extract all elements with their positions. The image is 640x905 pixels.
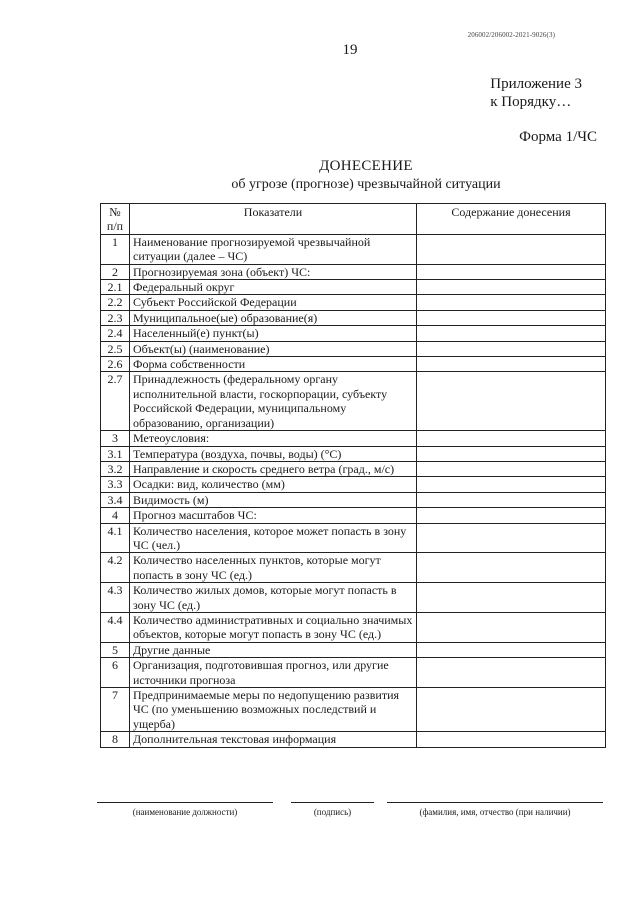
name-label: (фамилия, имя, отчество (при наличии) [419, 807, 571, 817]
row-indicator: Федеральный округ [130, 280, 417, 295]
row-number: 3.2 [101, 461, 130, 476]
row-indicator: Принадлежность (федеральному органу исполнительной власти, госкорпорации, субъекту Российской Федерации, муниципальному образованию, организации) [130, 372, 417, 431]
row-number: 2.4 [101, 326, 130, 341]
form-label: Форма 1/ЧС [519, 129, 597, 145]
table-row [101, 492, 606, 507]
document-title: ДОНЕСЕНИЕ [319, 158, 413, 174]
row-indicator: Количество населенных пунктов, которые могут попасть в зону ЧС (ед.) [130, 553, 417, 583]
row-number: 4.2 [101, 553, 130, 583]
row-indicator: Количество населения, которое может попасть в зону ЧС (чел.) [130, 523, 417, 553]
row-content-cell[interactable] [417, 477, 606, 492]
row-indicator: Температура (воздуха, почвы, воды) (°С) [130, 446, 417, 461]
row-indicator: Субъект Российской Федерации [130, 295, 417, 310]
row-number: 5 [101, 642, 130, 657]
table-row [101, 523, 606, 553]
row-content-cell[interactable] [417, 372, 606, 431]
table-row [101, 732, 606, 747]
appendix-reference [490, 75, 582, 111]
table-row [101, 612, 606, 642]
row-indicator: Предпринимаемые меры по недопущению развития ЧС (по уменьшению возможных последствий и ущерба) [130, 688, 417, 732]
row-content-cell[interactable] [417, 357, 606, 372]
row-number: 4.3 [101, 583, 130, 613]
row-indicator: Прогноз масштабов ЧС: [130, 508, 417, 523]
row-number: 2.6 [101, 357, 130, 372]
header-content: Содержание донесения [417, 204, 606, 235]
row-indicator: Прогнозируемая зона (объект) ЧС: [130, 264, 417, 279]
row-number: 2.3 [101, 310, 130, 325]
document-subtitle: об угрозе (прогнозе) чрезвычайной ситуации [231, 177, 501, 192]
row-number: 3.4 [101, 492, 130, 507]
row-indicator: Направление и скорость среднего ветра (град., м/с) [130, 461, 417, 476]
table-row [101, 280, 606, 295]
row-content-cell[interactable] [417, 295, 606, 310]
table-row [101, 234, 606, 264]
document-id: 206002/206002-2021-9026(3) [467, 31, 555, 39]
row-content-cell[interactable] [417, 280, 606, 295]
header-indicators: Показатели [130, 204, 417, 235]
row-indicator: Наименование прогнозируемой чрезвычайной ситуации (далее – ЧС) [130, 234, 417, 264]
row-number: 3.3 [101, 477, 130, 492]
row-content-cell[interactable] [417, 446, 606, 461]
row-number: 2.1 [101, 280, 130, 295]
row-number: 8 [101, 732, 130, 747]
row-indicator: Количество административных и социально значимых объектов, которые могут попасть в зону ЧС (ед.) [130, 612, 417, 642]
sign-label: (подпись) [313, 807, 352, 817]
table-row [101, 326, 606, 341]
table-row [101, 264, 606, 279]
position-label: (наименование должности) [132, 807, 238, 817]
row-indicator: Муниципальное(ые) образование(я) [130, 310, 417, 325]
table-row [101, 295, 606, 310]
row-content-cell[interactable] [417, 326, 606, 341]
row-indicator: Населенный(е) пункт(ы) [130, 326, 417, 341]
sign-signature-line [291, 802, 374, 803]
table-row [101, 357, 606, 372]
page-number: 19 [342, 42, 358, 58]
row-number: 2.5 [101, 341, 130, 356]
row-content-cell[interactable] [417, 658, 606, 688]
row-content-cell[interactable] [417, 508, 606, 523]
table-row [101, 477, 606, 492]
table-row [101, 431, 606, 446]
row-content-cell[interactable] [417, 492, 606, 507]
row-content-cell[interactable] [417, 688, 606, 732]
row-number: 7 [101, 688, 130, 732]
row-content-cell[interactable] [417, 612, 606, 642]
report-table [100, 203, 606, 748]
row-number: 4.4 [101, 612, 130, 642]
row-content-cell[interactable] [417, 234, 606, 264]
row-indicator: Метеоусловия: [130, 431, 417, 446]
row-number: 3.1 [101, 446, 130, 461]
row-number: 6 [101, 658, 130, 688]
table-header-row [101, 204, 606, 235]
table-row [101, 642, 606, 657]
table-row [101, 583, 606, 613]
row-indicator: Другие данные [130, 642, 417, 657]
row-content-cell[interactable] [417, 523, 606, 553]
row-number: 2 [101, 264, 130, 279]
row-content-cell[interactable] [417, 310, 606, 325]
row-number: 4 [101, 508, 130, 523]
table-row [101, 341, 606, 356]
row-content-cell[interactable] [417, 341, 606, 356]
appendix-line-1: Приложение 3 [490, 76, 582, 92]
header-num: № п/п [101, 204, 130, 235]
row-indicator: Дополнительная текстовая информация [130, 732, 417, 747]
row-content-cell[interactable] [417, 732, 606, 747]
row-indicator: Видимость (м) [130, 492, 417, 507]
row-indicator: Количество жилых домов, которые могут попасть в зону ЧС (ед.) [130, 583, 417, 613]
row-number: 4.1 [101, 523, 130, 553]
row-indicator: Осадки: вид, количество (мм) [130, 477, 417, 492]
table-row [101, 372, 606, 431]
row-content-cell[interactable] [417, 264, 606, 279]
row-number: 1 [101, 234, 130, 264]
row-number: 2.7 [101, 372, 130, 431]
table-row [101, 688, 606, 732]
row-indicator: Форма собственности [130, 357, 417, 372]
table-row [101, 658, 606, 688]
table-row [101, 508, 606, 523]
name-signature-line [387, 802, 603, 803]
row-content-cell[interactable] [417, 583, 606, 613]
appendix-line-2: к Порядку… [490, 94, 572, 110]
row-indicator: Организация, подготовившая прогноз, или другие источники прогноза [130, 658, 417, 688]
table-row [101, 446, 606, 461]
row-indicator: Объект(ы) (наименование) [130, 341, 417, 356]
row-content-cell[interactable] [417, 642, 606, 657]
row-content-cell[interactable] [417, 553, 606, 583]
row-content-cell[interactable] [417, 431, 606, 446]
row-number: 2.2 [101, 295, 130, 310]
table-row [101, 461, 606, 476]
position-signature-line [97, 802, 273, 803]
row-content-cell[interactable] [417, 461, 606, 476]
table-row [101, 310, 606, 325]
table-row [101, 553, 606, 583]
row-number: 3 [101, 431, 130, 446]
